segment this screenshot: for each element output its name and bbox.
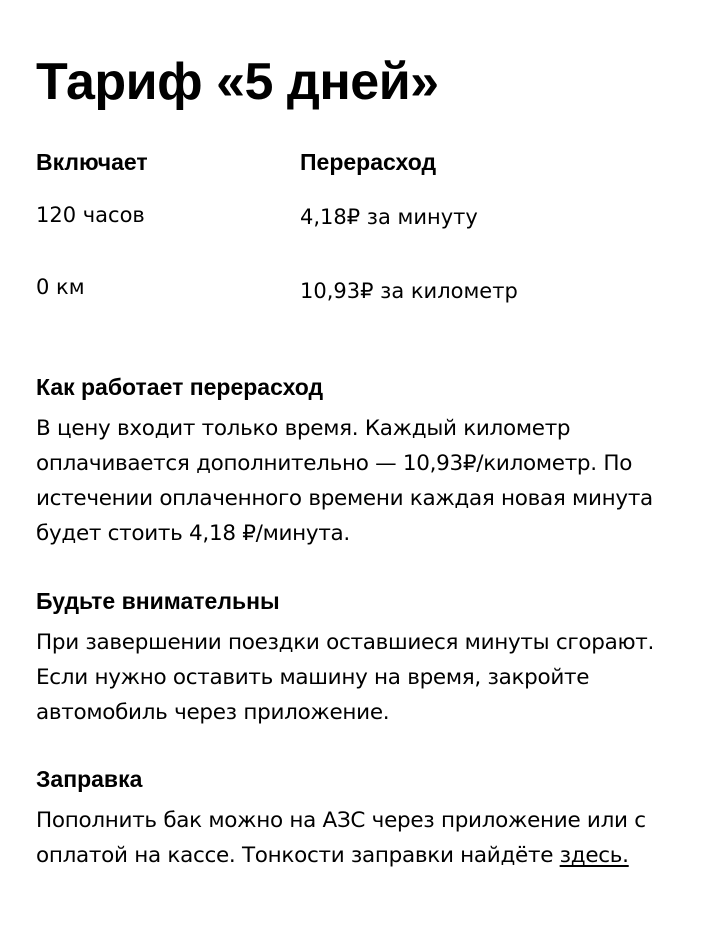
section-text: При завершении поездки оставшиеся минуты сгорают. Если нужно оставить машину на время, закройте автомобиль через приложение.: [36, 630, 655, 725]
section-attention: [36, 585, 696, 730]
overrun-header: Перерасход: [300, 149, 437, 175]
section-text-main: Пополнить бак можно на АЗС через приложение или с оплатой на кассе. Тонкости заправки найдёте: [36, 808, 646, 868]
section-overrun-info: [36, 371, 696, 551]
refueling-details-link[interactable]: здесь.: [559, 843, 629, 868]
overrun-km-price: 10,93₽ за километр: [300, 279, 518, 303]
included-distance: 0 км: [36, 275, 85, 299]
includes-column: [36, 146, 148, 299]
section-heading: Как работает перерасход: [36, 374, 324, 400]
includes-header: Включает: [36, 149, 148, 175]
section-heading: Заправка: [36, 766, 143, 792]
overrun-column: [300, 146, 518, 303]
section-heading: Будьте внимательны: [36, 588, 280, 614]
included-time: 120 часов: [36, 203, 145, 227]
section-text: [36, 803, 696, 873]
section-text: В цену входит только время. Каждый километр оплачивается дополнительно — 10,93₽/километр. По истечении оплаченного времени каждая новая минута будет стоить 4,18 ₽/минута.: [36, 416, 653, 546]
overrun-minute-price: 4,18₽ за минуту: [300, 205, 478, 229]
section-refueling: [36, 763, 696, 873]
page-title: Тариф «5 дней»: [36, 53, 439, 111]
